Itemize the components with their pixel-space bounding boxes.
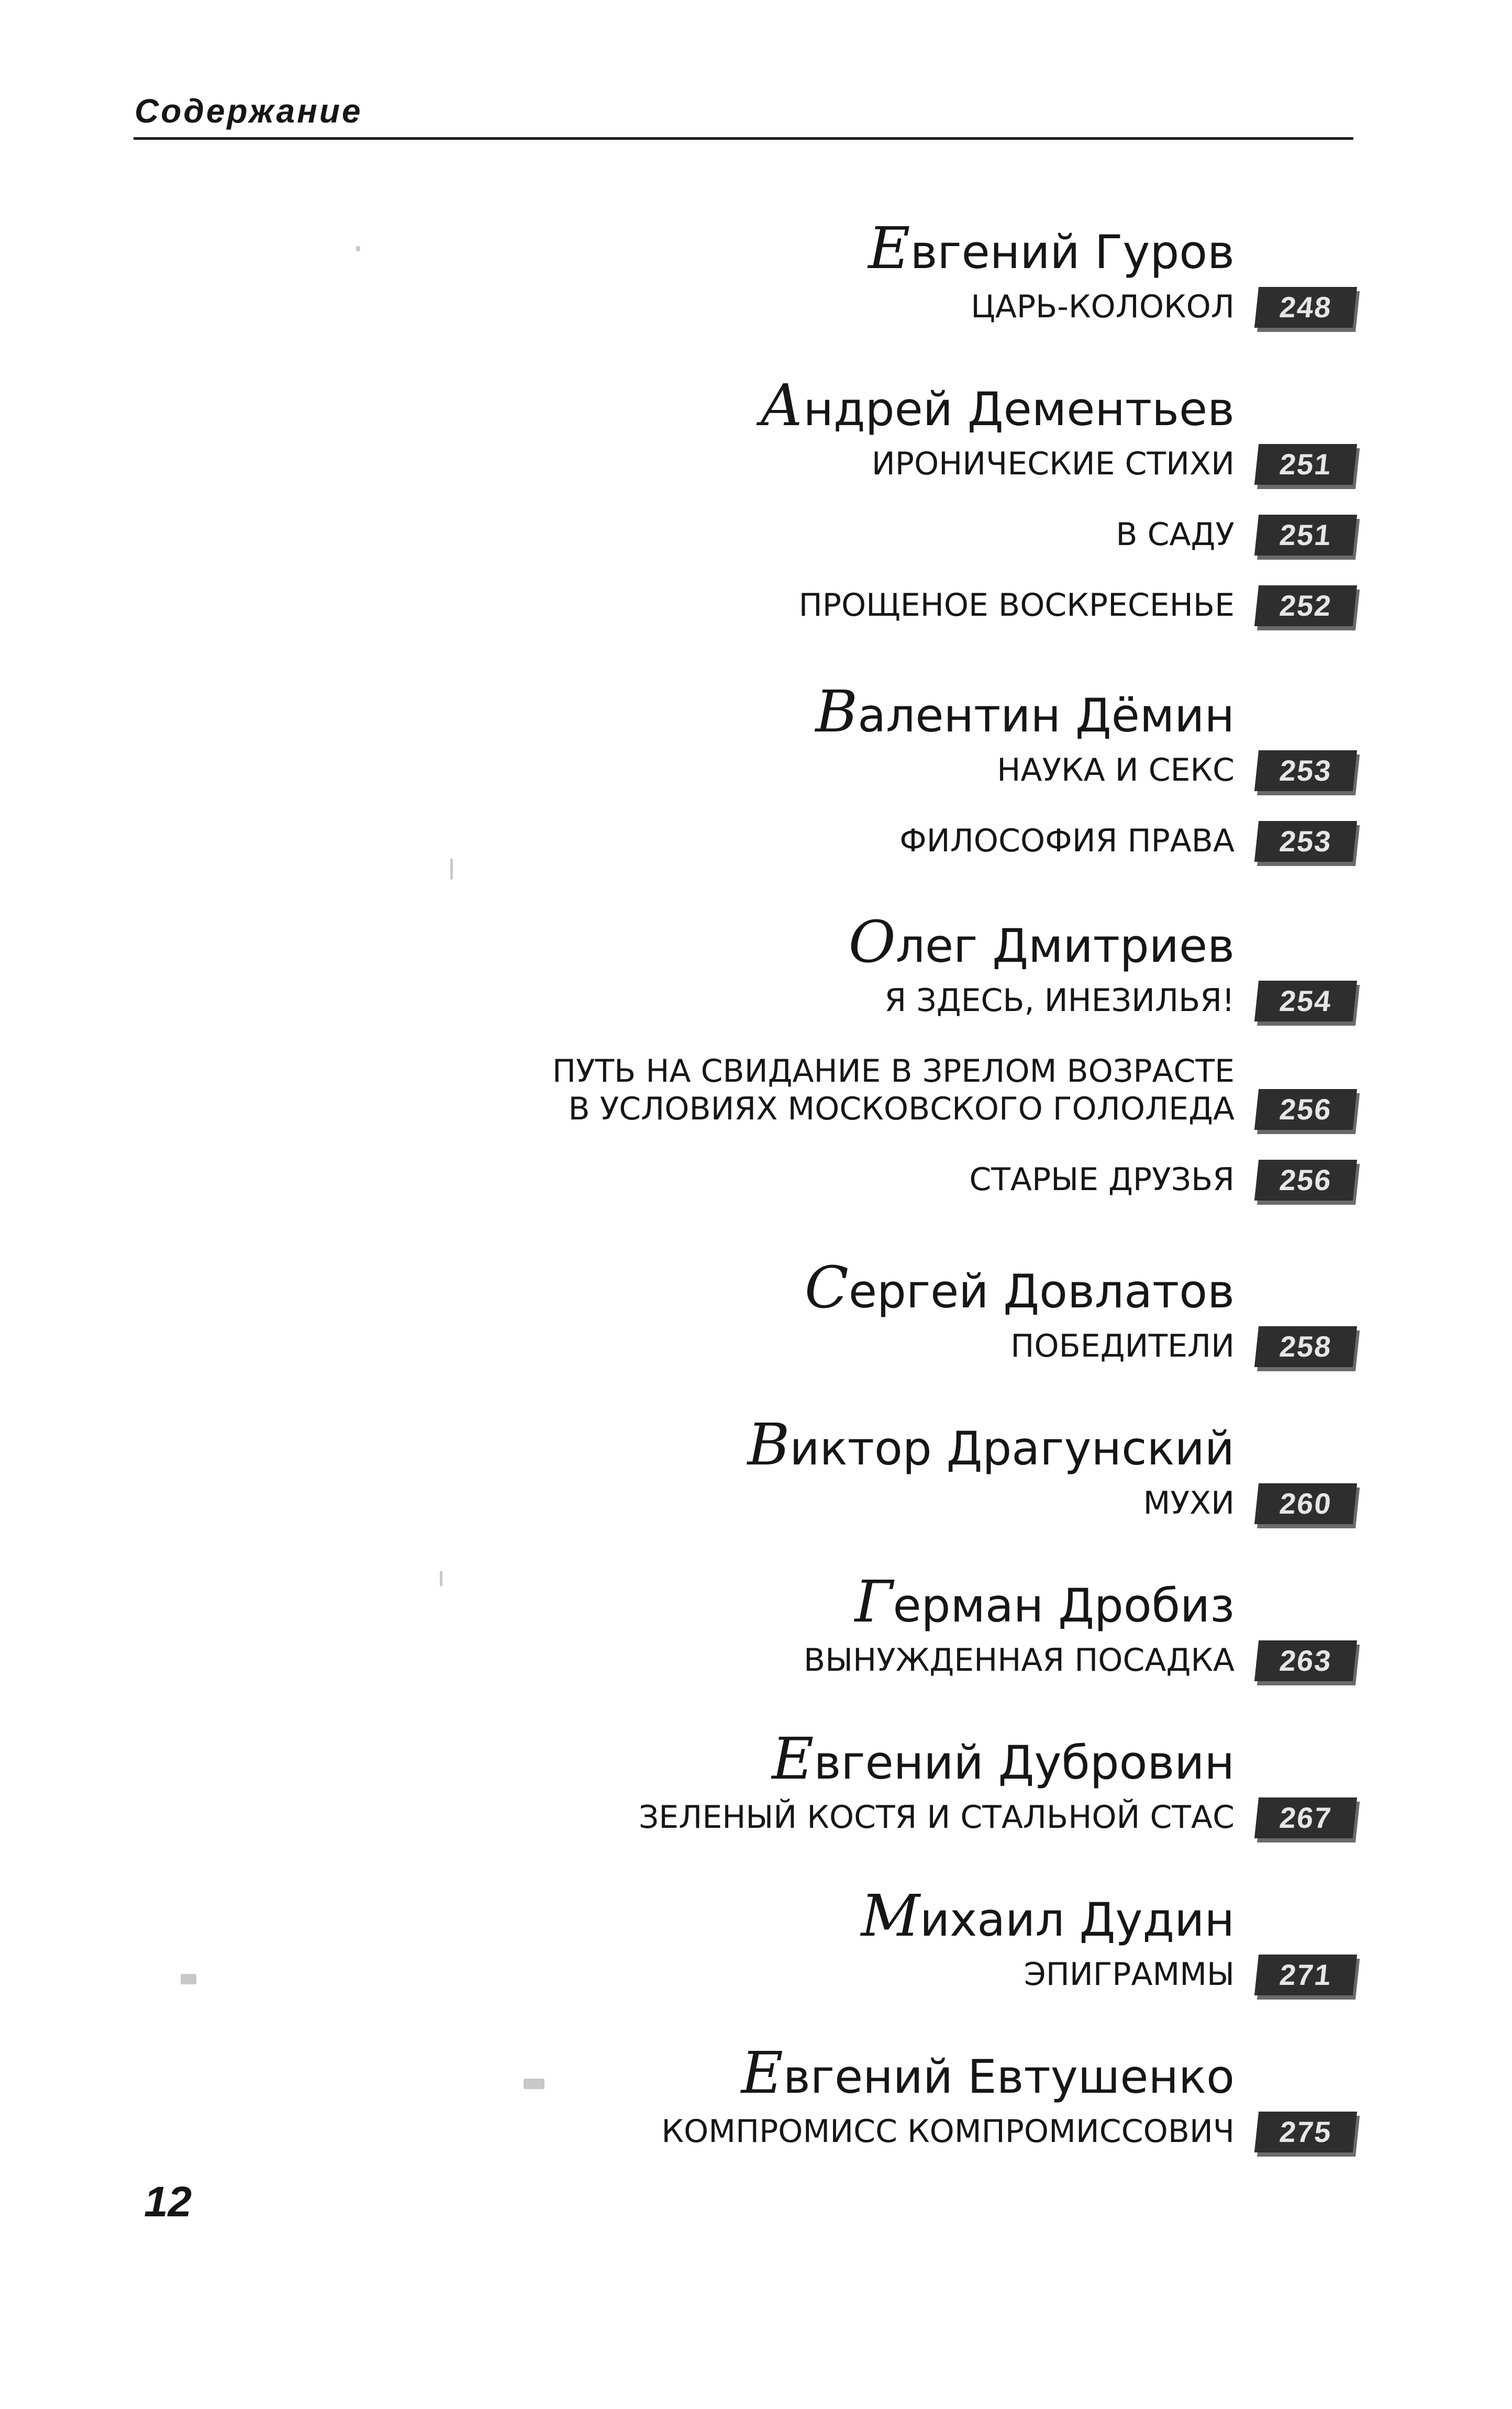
toc-author: [815, 678, 1235, 745]
toc-entry[interactable]: [799, 586, 1235, 624]
toc-entry[interactable]: [804, 1641, 1235, 1679]
work-title: ЭПИГРАММЫ: [1024, 1956, 1235, 1993]
author-name: Михаил Дудин: [861, 1882, 1235, 1949]
toc-author: [747, 1411, 1235, 1478]
author-name: Евгений Гуров: [868, 215, 1235, 282]
work-title: КОМПРОМИСС КОМПРОМИССОВИЧ: [661, 2113, 1235, 2150]
author-name: Евгений Дубровин: [772, 1725, 1235, 1792]
toc-entry[interactable]: [971, 288, 1235, 326]
work-title: ЦАРЬ-КОЛОКОЛ: [971, 288, 1235, 325]
page-badge: 251: [1254, 444, 1357, 485]
toc-entry[interactable]: [872, 445, 1235, 483]
author-name: Олег Дмитриев: [848, 908, 1235, 975]
toc-entry[interactable]: [969, 1161, 1235, 1198]
page-badge: 248: [1254, 287, 1357, 328]
author-name: Герман Дробиз: [854, 1568, 1235, 1635]
page-badge: 260: [1254, 1483, 1357, 1524]
page-badge: 253: [1254, 821, 1357, 862]
toc-entry[interactable]: [639, 1799, 1235, 1836]
page-badge: 252: [1254, 585, 1357, 626]
header-title: Содержание: [135, 92, 363, 130]
work-title: ПОБЕДИТЕЛИ: [1010, 1328, 1235, 1364]
scan-speck: [181, 1974, 196, 1984]
work-title: ЗЕЛЕНЫЙ КОСТЯ И СТАЛЬНОЙ СТАС: [638, 1799, 1235, 1836]
page-badge: 258: [1254, 1326, 1357, 1367]
work-title: ФИЛОСОФИЯ ПРАВА: [899, 823, 1235, 859]
toc-entry[interactable]: [997, 751, 1235, 789]
author-name: Евгений Евтушенко: [741, 2039, 1235, 2106]
page-badge: 275: [1254, 2112, 1357, 2152]
toc-author: [861, 1882, 1235, 1949]
work-title: ИРОНИЧЕСКИЕ СТИХИ: [871, 446, 1235, 482]
author-name: Валентин Дёмин: [815, 678, 1235, 745]
scan-speck: [524, 2079, 544, 2089]
work-title: В УСЛОВИЯХ МОСКОВСКОГО ГОЛОЛЕДА: [568, 1091, 1235, 1127]
toc-author: [772, 1725, 1235, 1792]
toc-entry[interactable]: [1010, 1327, 1235, 1365]
toc-author: [760, 372, 1235, 439]
toc-author: [804, 1254, 1235, 1321]
author-name: Андрей Дементьев: [760, 372, 1235, 439]
work-title: ПРОЩЕНОЕ ВОСКРЕСЕНЬЕ: [798, 587, 1235, 624]
work-title: НАУКА И СЕКС: [997, 752, 1235, 789]
toc-author: [868, 215, 1235, 282]
work-title: В САДУ: [1116, 516, 1235, 553]
author-name: Виктор Драгунский: [747, 1411, 1235, 1478]
toc-entry[interactable]: [1143, 1484, 1235, 1522]
scan-speck: [356, 246, 360, 251]
toc-entry[interactable]: [1116, 516, 1235, 553]
toc-entry[interactable]: [885, 982, 1235, 1019]
work-title: Я ЗДЕСЬ, ИНЕЗИЛЬЯ!: [884, 982, 1235, 1019]
work-title: ВЫНУЖДЕННАЯ ПОСАДКА: [803, 1642, 1235, 1679]
scan-speck: [440, 1571, 442, 1586]
page-badge: 267: [1254, 1797, 1357, 1838]
toc-entry[interactable]: [1024, 1956, 1235, 1993]
page-badge: 254: [1254, 981, 1357, 1022]
toc-entry[interactable]: [899, 822, 1235, 860]
page-badge: 263: [1254, 1640, 1357, 1681]
page-badge: 256: [1254, 1160, 1357, 1201]
work-title: МУХИ: [1143, 1485, 1235, 1522]
toc-author: [854, 1568, 1235, 1635]
author-name: Сергей Довлатов: [804, 1254, 1235, 1321]
page-badge: 251: [1254, 515, 1357, 556]
toc-author: [848, 908, 1235, 975]
toc-author: [741, 2039, 1235, 2106]
toc-entry[interactable]: [552, 1052, 1235, 1128]
page-badge: 271: [1254, 1955, 1357, 1995]
work-title: ПУТЬ НА СВИДАНИЕ В ЗРЕЛОМ ВОЗРАСТЕ: [552, 1053, 1235, 1090]
page-number: 12: [144, 2178, 192, 2226]
scan-speck: [450, 859, 453, 880]
toc-entry[interactable]: [661, 2113, 1235, 2150]
page-badge: 253: [1254, 750, 1357, 791]
page-badge: 256: [1254, 1089, 1357, 1130]
work-title: СТАРЫЕ ДРУЗЬЯ: [969, 1161, 1235, 1198]
